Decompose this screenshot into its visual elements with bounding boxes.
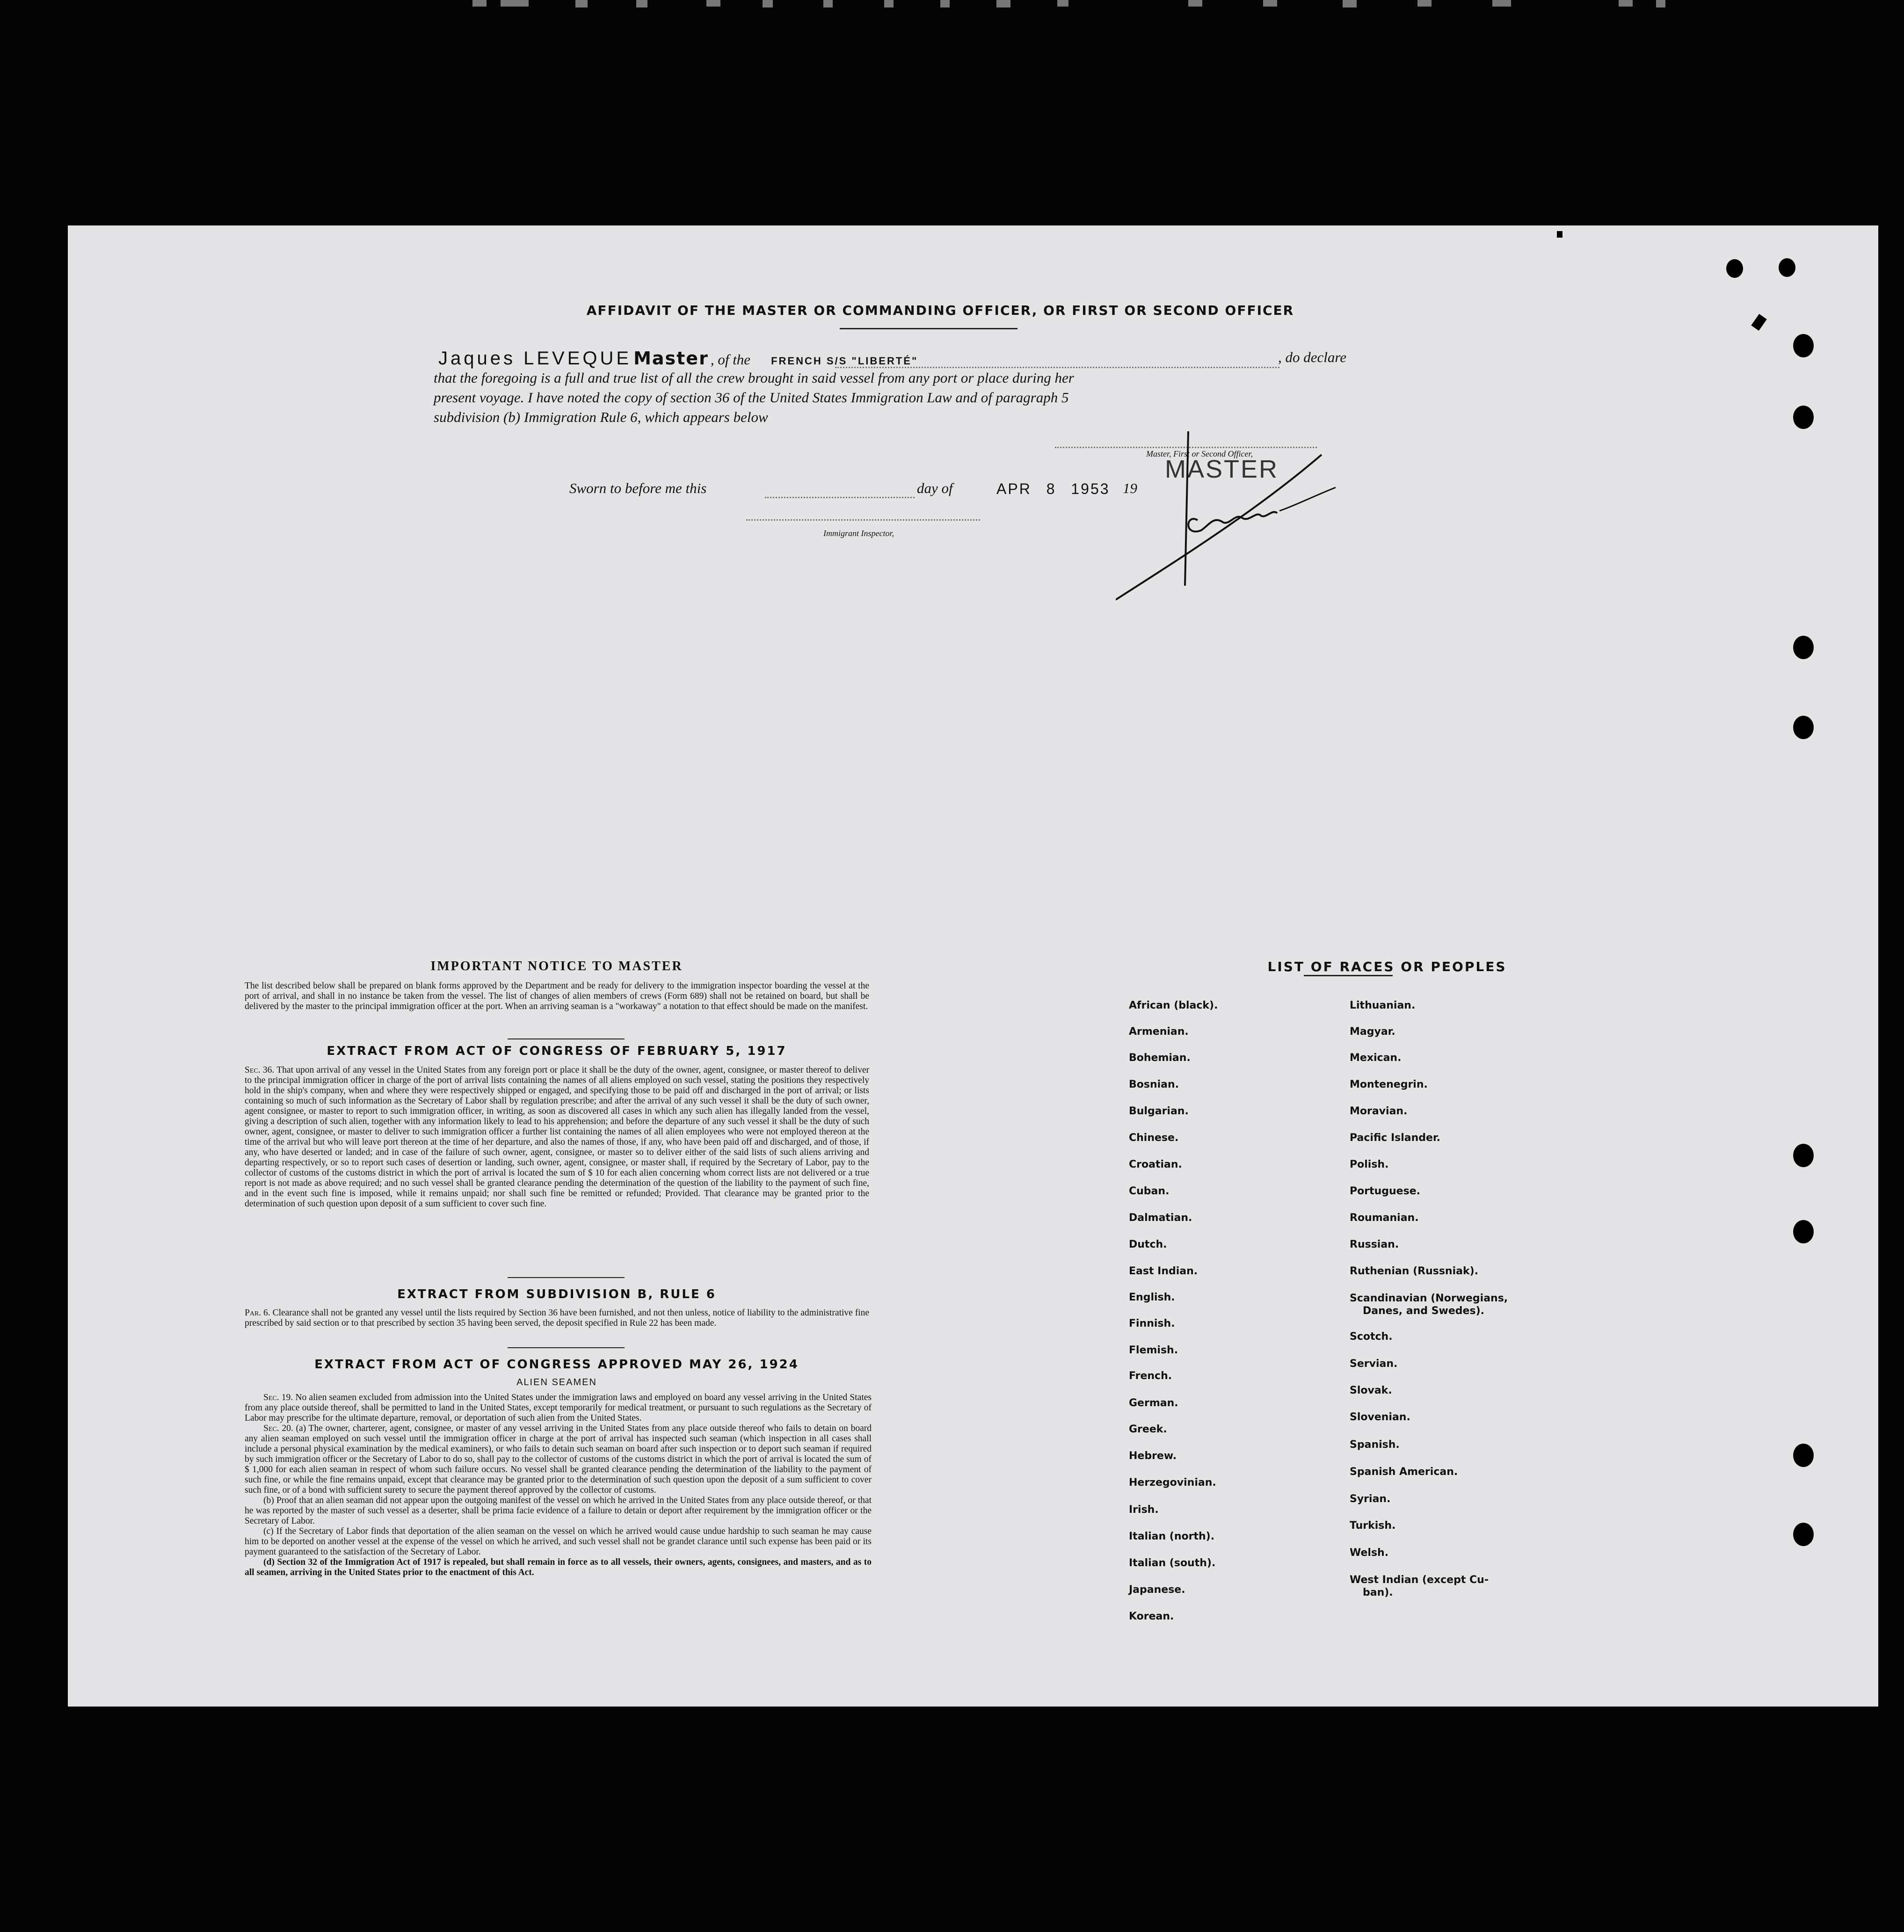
race-item: French. [1129,1370,1172,1382]
punch-hole [1793,1220,1814,1243]
date-stamp: APR 8 1953 [996,480,1110,497]
extract-1924-title: EXTRACT FROM ACT OF CONGRESS APPROVED MAY 26, 1924 [314,1358,799,1372]
race-item: East Indian. [1129,1265,1198,1277]
race-item: Polish. [1350,1159,1389,1170]
race-item: Herzegovinian. [1129,1477,1216,1489]
race-item: Finnish. [1129,1318,1175,1329]
punch-hole [1793,636,1814,659]
race-item: Spanish American. [1350,1466,1458,1478]
punch-hole [1793,1523,1814,1546]
sec-20b-paragraph: (b) Proof that an alien seaman did not appear upon the outgoing manifest of the vessel on which he arrived in the United States from any place outside thereof, or that he was reported by the master of such vessel as a deserter, shall be prima facie evidence of a failure to detain or deport after requirement by the immigration officer or the Secretary of Labor. [245,1496,872,1526]
race-item: Flemish. [1129,1344,1178,1356]
race-item: Scandinavian (Norwegians, [1350,1293,1508,1304]
sec-20-paragraph [245,1424,872,1496]
race-item: Slovak. [1350,1385,1392,1396]
section-rule [508,1277,625,1278]
race-item: Bohemian. [1129,1052,1191,1064]
par-6-label: Par. 6. [245,1308,270,1318]
corner-mark [1557,231,1562,238]
race-item: Italian (north). [1129,1531,1215,1542]
race-item: Greek. [1129,1424,1167,1435]
race-item: Italian (south). [1129,1557,1216,1569]
extract-rule6-body [245,1308,869,1329]
corner-mark [1751,314,1767,331]
race-item: Dalmatian. [1129,1212,1192,1224]
notice-text: The list described below shall be prepared on blank forms approved by the Department and be ready for delivery to the immigration inspector boarding the vessel at the port of arrival, and shall in no instance be taken from the vessel. The list of changes of alien members of crews (Form 689) shall not be retained on board, but shall be delivered by the master to the principal immigration officer at the port. When an arriving seaman is a "workaway" a notation to that effect should be made on the manifest. [245,981,869,1011]
year-prefix: 19 [1123,480,1137,496]
notice-title: IMPORTANT NOTICE TO MASTER [430,959,683,973]
declaration-line-3: present voyage. I have noted the copy of section 36 of the United States Immigration Law and of paragraph 5 [434,389,1069,406]
races-left-column [1129,1000,1325,1678]
race-item: English. [1129,1292,1175,1303]
inspector-caption: Immigrant Inspector, [823,529,894,538]
race-item: Danes, and Swedes). [1363,1305,1484,1317]
sec-36-label: Sec. 36. [245,1065,275,1075]
race-item: Welsh. [1350,1547,1389,1559]
race-item: Russian. [1350,1239,1399,1250]
officer-caption: Master, First or Second Officer, [1146,449,1253,458]
sworn-day-line [765,497,915,498]
race-item: Moravian. [1350,1105,1408,1117]
race-item: Roumanian. [1350,1212,1419,1224]
race-item: Korean. [1129,1611,1174,1622]
race-item: Syrian. [1350,1493,1391,1505]
race-item: Irish. [1129,1504,1159,1516]
race-item: Ruthenian (Russniak). [1350,1265,1479,1277]
race-item: Scotch. [1350,1331,1393,1343]
punch-hole [1726,259,1743,278]
declaration-line-2: that the foregoing is a full and true list of all the crew brought in said vessel from any port or place during her [434,370,1074,386]
sec-19-text: No alien seamen excluded from admission into the United States under the immigration laws and employed on board any vessel arriving in the United States from any place outside thereof, shall be permitted to land in the United States, except temporarily for medical treatment, or pursuant to such regulations as the Secretary of Labor may prescribe for the ultimate departure, removal, or deportation of such alien from the United States. [245,1393,872,1423]
master-signature [1116,431,1378,604]
race-item: Pacific Islander. [1350,1132,1441,1144]
punch-hole [1793,1144,1814,1167]
par-6-text: Clearance shall not be granted any vessel until the lists required by Section 36 have been furnished, and not then unless, notice of liability to the administrative fine prescribed by said section or to that prescribed by section 35 having been served, the deposit specified in Rule 22 has been made. [245,1308,870,1328]
sec-20-text: (a) The owner, charterer, agent, consignee, or master of any vessel arriving in the United States from any place outside thereof who fails to detain on board any alien seaman employed on such vessel until the immigration officer in charge at the port of arrival has inspected such seaman (which inspection in all cases shall include a personal physical examination by the medical examiners), or who fails to detain such seaman on board after such inspection or to deport such seaman if required by such immigration officer or the Secretary of Labor to do so, shall pay to the collector of customs of the customs district in which the port of arrival is located the sum of $ 1,000 for each alien seaman in respect of whom such failure occurs. No vessel shall be granted clearance pending the determination of the liability to the payment of such fine, or while the fine remains unpaid, except that clearance may be granted prior to the determination of such question upon the deposit of a sum sufficient to cover such fine, or of a bond with sufficient surety to secure the payment thereof approved by the collector of customs. [245,1424,872,1495]
race-item: Japanese. [1129,1584,1185,1596]
punch-hole [1793,1444,1814,1467]
notice-body [245,981,869,1012]
punch-hole [1779,258,1795,277]
master-word: Master [633,348,709,369]
race-item: Turkish. [1350,1520,1396,1532]
sec-19-paragraph [245,1393,872,1424]
race-item: Cuban. [1129,1185,1170,1197]
punch-hole [1793,334,1814,357]
extract-1924-body [245,1393,872,1578]
punch-hole [1793,716,1814,739]
race-item: Montenegrin. [1350,1079,1428,1090]
sworn-label: Sworn to before me this [569,480,707,496]
title-underline [840,328,1017,329]
races-title-underline [1304,975,1393,976]
race-item: Mexican. [1350,1052,1402,1064]
races-title: LIST OF RACES OR PEOPLES [1267,959,1507,974]
affidavit-title: AFFIDAVIT OF THE MASTER OR COMMANDING OFFICER, OR FIRST OR SECOND OFFICER [586,303,1294,318]
race-item: Bulgarian. [1129,1105,1189,1117]
sec-20d-paragraph: (d) Section 32 of the Immigration Act of 1917 is repealed, but shall remain in force as to all vessels, their owners, agents, consignees, and masters, and as to all seamen, arriving in the United States prior to the enactment of this Act. [245,1557,872,1577]
punch-hole [1793,406,1814,429]
race-item: Croatian. [1129,1159,1182,1170]
race-item: African (black). [1129,1000,1218,1011]
of-the-label: , of the [710,351,751,368]
race-item: Slovenian. [1350,1411,1410,1423]
race-item: Bosnian. [1129,1079,1179,1090]
declaration-line-4: subdivision (b) Immigration Rule 6, which appears below [434,409,768,425]
race-item: Hebrew. [1129,1450,1177,1462]
officer-stamp: MASTER [1165,455,1279,483]
extract-1917-title: EXTRACT FROM ACT OF CONGRESS OF FEBRUARY 5, 1917 [327,1044,787,1058]
inspector-line [746,519,980,521]
vessel-name: FRENCH S/S "LIBERTÉ" [771,355,918,367]
day-of-label: day of [917,480,953,496]
film-edge-marks [0,0,1904,28]
race-item: Magyar. [1350,1026,1395,1038]
race-item: West Indian (except Cu- [1350,1574,1489,1586]
race-item: ban). [1363,1587,1393,1598]
extract-1917-body [245,1065,869,1209]
race-item: Dutch. [1129,1239,1167,1250]
race-item: Chinese. [1129,1132,1179,1144]
race-item: Servian. [1350,1358,1398,1370]
extract-rule6-title: EXTRACT FROM SUBDIVISION B, RULE 6 [397,1287,716,1301]
sec-20-label: Sec. 20. [263,1424,293,1433]
master-name: Jaques LEVEQUE [438,348,632,369]
do-declare-label: , do declare [1278,349,1347,365]
race-item: Armenian. [1129,1026,1189,1038]
affidavit-page [68,225,1878,1707]
race-item: Portuguese. [1350,1185,1420,1197]
sec-20c-paragraph: (c) If the Secretary of Labor finds that deportation of the alien seaman on the vessel on which he arrived would cause undue hardship to such seaman he may cause him to be deported on another vessel at the expense of the vessel on which he arrived, and such vessel shall not be grandet clarance until such expense has been paid or its payment guaranteed to the satisfaction of the Secretary of Labor. [245,1526,872,1557]
sec-19-label: Sec. 19. [263,1393,293,1402]
section-rule [508,1347,625,1348]
race-item: Lithuanian. [1350,1000,1416,1011]
alien-seamen-subtitle: ALIEN SEAMEN [516,1377,597,1387]
vessel-line [835,367,1279,368]
races-right-column [1350,1000,1546,1678]
race-item: Spanish. [1350,1439,1400,1451]
race-item: German. [1129,1397,1178,1409]
sec-36-text: That upon arrival of any vessel in the United States from any foreign port or place it shall be the duty of the owner, agent, consignee, or master thereof to deliver to the principal immigration officer in charge of the port of arrival lists containing the names of all aliens employed on such vessel, stating the positions they respectively hold in the ship's company, when and where they were respectively shipped or engaged, and specifying those to be paid off and discharged in the port of arrival; or lists containing so much of such information as the Secretary of Labor shall by regulation prescribe; and after the arrival of any such vessel it shall be the duty of such owner, agent consignee, or master to report to such immigration officer, in writing, as soon as discovered all cases in which any such alien has illegally landed from the vessel, giving a description of such alien, together with any information likely to lead to his apprehension; and before the departure of any such vessel it shall be the duty of such owner, agent, consignee, or master to deliver to such immigration officer a further list containing the names of all alien employees who were not employed thereon at the time of the arrival but who will leave port thereon at the time of her departure, and also the names of those, if any, who have been paid off and discharged, and of those, if any, who have deserted or landed; and in case of the failure of such owner, agent, consignee, or master so to deliver either of the said lists of such aliens arriving and departing respectively, or so to report such cases of desertion or landing, such owner, agent, consignee, or master shall, if required by the Secretary of Labor, pay to the collector of customs of the customs district in which the port of arrival is located the sum of $ 10 for each alien concerning whom correct lists are not delivered or a true report is not made as above required; and no such vessel shall be granted clearance pending the determination of the question of the liability to the payment of such fine, and in the event such fine is imposed, while it remains unpaid; nor shall such fine be remitted or refunded; Provided. That clearance may be granted prior to the determination of such question upon deposit of a sum sufficient to cover such fine. [245,1065,869,1209]
